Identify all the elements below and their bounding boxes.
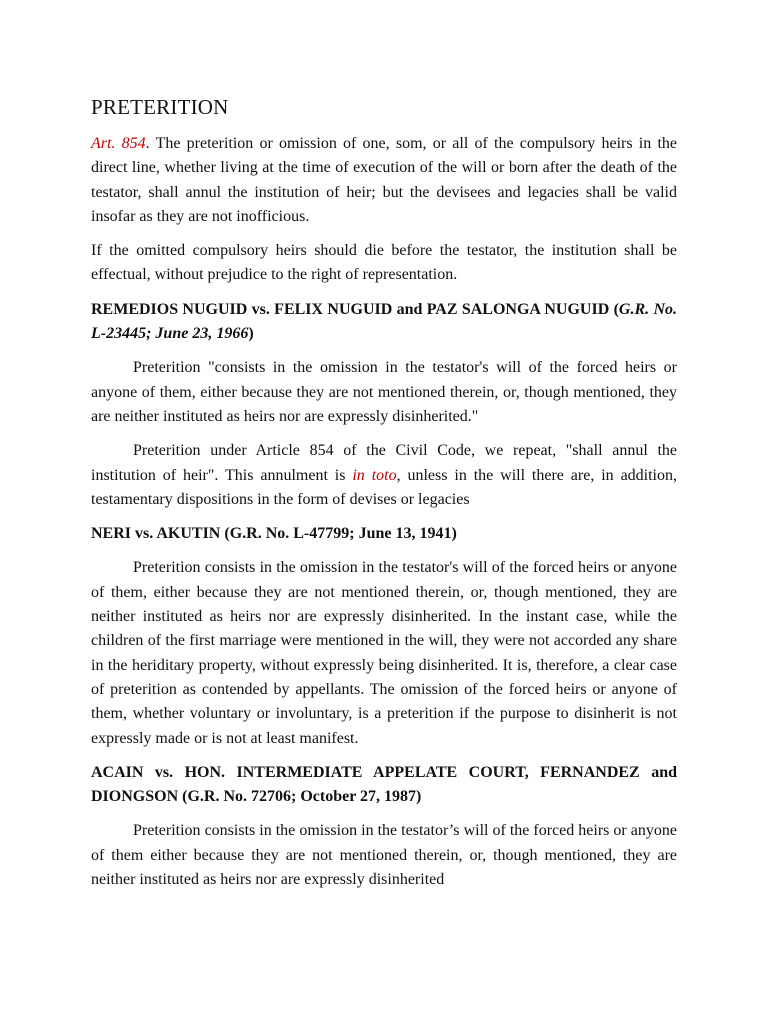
article-text: . The preterition or omission of one, som, or all of the compulsory heirs in the direct line, whether living at the time of execution of the will or born after the death of the testator, shall annul the institution of heir; but the devisees and legacies shall be valid insofar as they are not inofficious. [91, 135, 677, 225]
document-page [91, 94, 677, 902]
nuguid-paragraph-2 [91, 439, 677, 512]
art-854-paragraph [91, 132, 677, 229]
document-title: PRETERITION [91, 95, 229, 119]
case-paren-close: ) [248, 325, 254, 343]
latin-phrase: in toto [352, 466, 397, 484]
case-parties: REMEDIOS NUGUID vs. FELIX NUGUID and PAZ SALONGA NUGUID [91, 300, 610, 318]
neri-paragraph: Preterition consists in the omission in the testator's will of the forced heirs or anyone of them, either because they are not mentioned therein, or, though mentioned, they are neither instituted as heirs nor are expressly disinherited. In the instant case, while the children of the first marriage were mentioned in the will, they were not accorded any share in the heriditary property, without expressly being disinherited. It is, therefore, a clear case of preterition as contended by appellants. The omission of the forced heirs or anyone of them, whether voluntary or involuntary, is a preterition if the purpose to disinherit is not expressly made or is not at least manifest. [91, 559, 677, 747]
case-paren-open: ( [609, 300, 619, 318]
nuguid-p2-after: , unless in the will there are, in addition, testamentary dispositions in the form of devises or legacies [91, 466, 678, 508]
art-854-second-paragraph: If the omitted compulsory heirs should die before the testator, the institution shall be effectual, without prejudice to the right of representation. [91, 242, 677, 284]
case-heading-nuguid [91, 298, 677, 347]
acain-paragraph: Preterition consists in the omission in the testator’s will of the forced heirs or anyone of them either because they are not mentioned therein, or, though mentioned, they are neither instituted as heirs nor are expressly disinherited [91, 822, 677, 889]
case-citation: G.R. No. L-23445; June 23, 1966 [91, 300, 677, 343]
case-heading-acain: ACAIN vs. HON. INTERMEDIATE APPELATE COURT, FERNANDEZ and DIONGSON (G.R. No. 72706; October 27, 1987) [91, 763, 677, 806]
nuguid-p2-before: Preterition under Article 854 of the Civil Code, we repeat, "shall annul the institution of heir". This annulment is [91, 442, 677, 484]
article-label: Art. 854 [91, 135, 146, 152]
nuguid-paragraph-1: Preterition "consists in the omission in the testator's will of the forced heirs or anyone of them, either because they are not mentioned therein, or, though mentioned, they are neither instituted as heirs nor are expressly disinherited." [91, 359, 677, 425]
case-heading-neri: NERI vs. AKUTIN (G.R. No. L-47799; June 13, 1941) [91, 525, 457, 543]
